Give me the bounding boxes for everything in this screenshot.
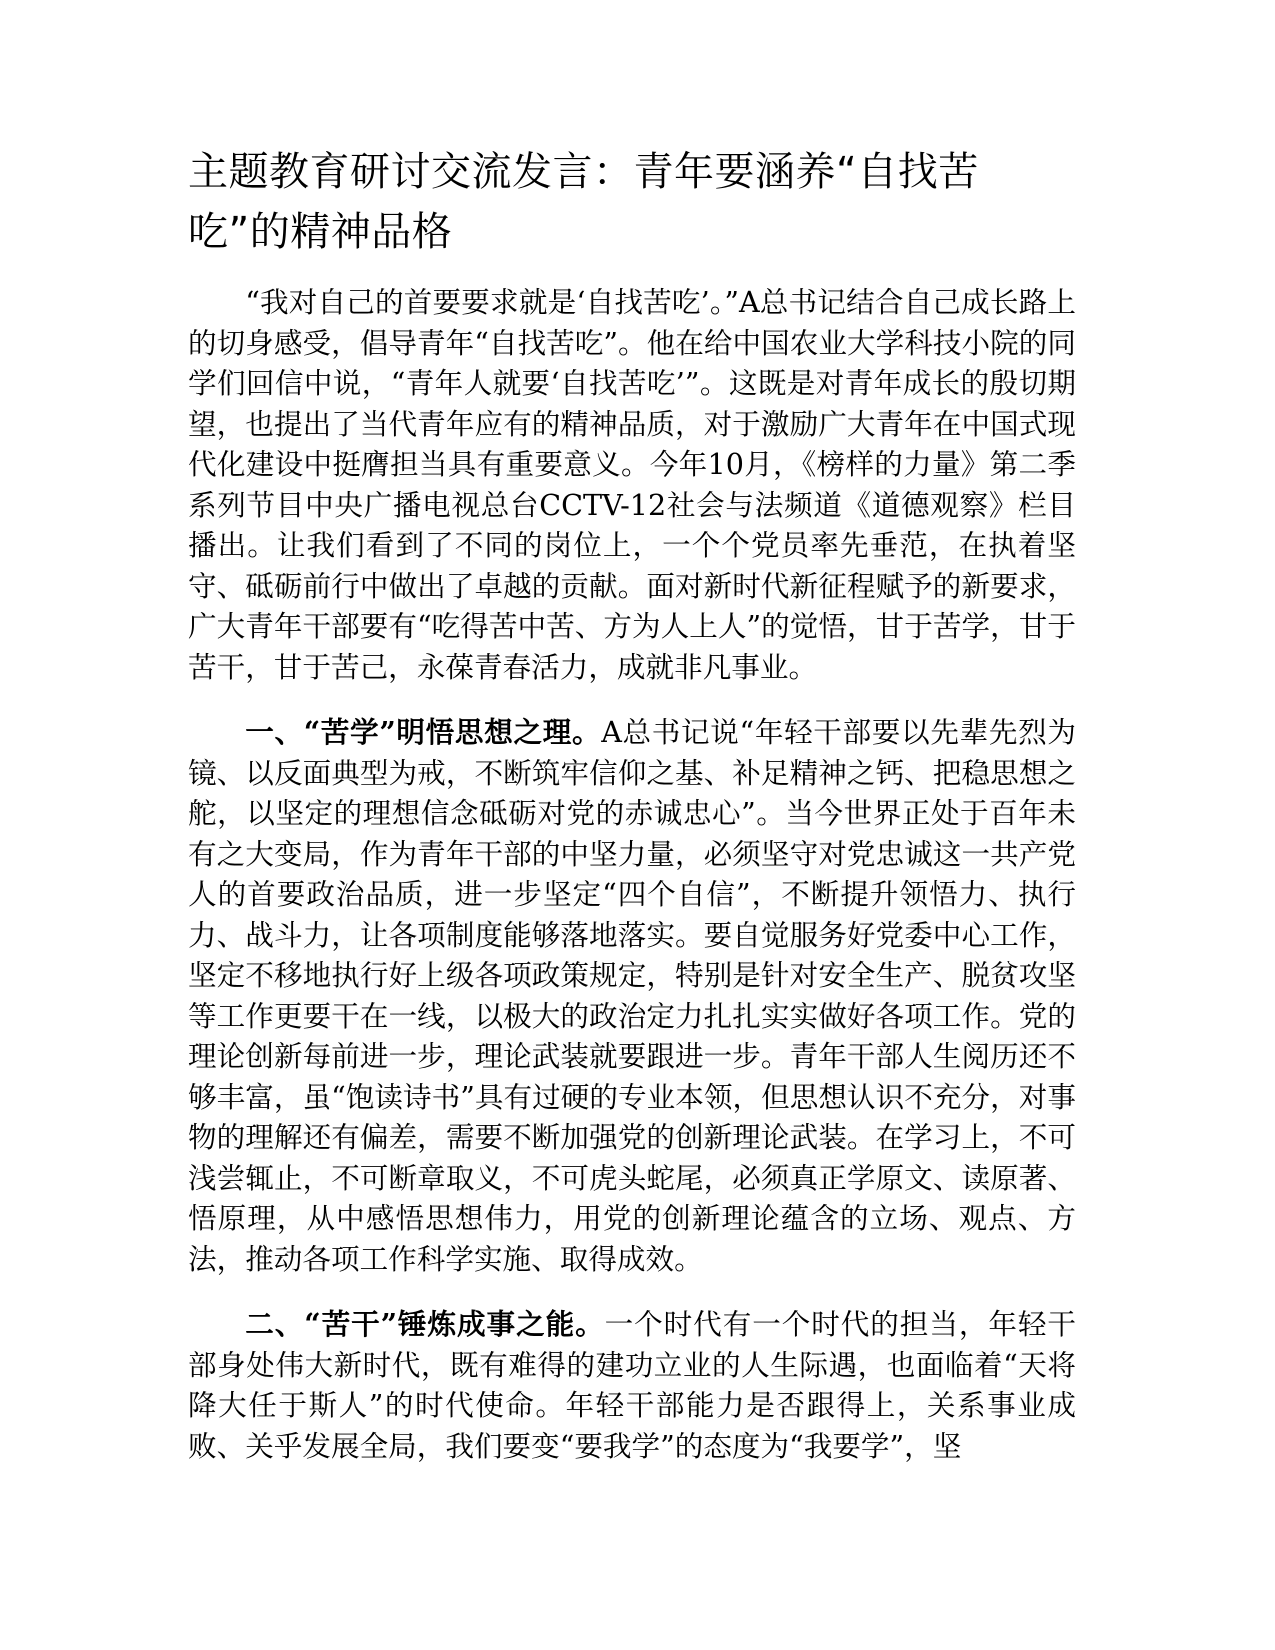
- intro-paragraph: “我对自己的首要要求就是‘自找苦吃’。”A总书记结合自己成长路上的切身感受，倡导青年“自找苦吃”。他在给中国农业大学科技小院的同学们回信中说，“青年人就要‘自找苦吃’”。这既是对青年成长的殷切期望，也提出了当代青年应有的精神品质，对于激励广大青年在中国式现代化建设中挺膺担当具有重要意义。今年10月，《榜样的力量》第二季系列节目中央广播电视总台CCTV-12社会与法频道《道德观察》栏目播出。让我们看到了不同的岗位上，一个个党员率先垂范，在执着坚守、砥砺前行中做出了卓越的贡献。面对新时代新征程赋予的新要求，广大青年干部要有“吃得苦中苦、方为人上人”的觉悟，甘于苦学，甘于苦干，甘于苦己，永葆青春活力，成就非凡事业。: [188, 285, 1076, 684]
- document-body: [188, 142, 1076, 1466]
- section-heading-1: 一、“苦学”明悟思想之理。: [245, 715, 602, 749]
- section-paragraph-2: [188, 1304, 1076, 1466]
- section-paragraph-1: [188, 712, 1076, 1279]
- document-title: 主题教育研讨交流发言：青年要涵养“自找苦吃”的精神品格: [188, 149, 979, 255]
- section-heading-2: 二、“苦干”锤炼成事之能。: [245, 1307, 605, 1341]
- section-body-1: A总书记说“年轻干部要以先辈先烈为镜、以反面典型为戒，不断筑牢信仰之基、补足精神之钙、把稳思想之舵，以坚定的理想信念砥砺对党的赤诚忠心”。当今世界正处于百年未有之大变局，作为青年干部的中坚力量，必须坚守对党忠诚这一共产党人的首要政治品质，进一步坚定“四个自信”，不断提升领悟力、执行力、战斗力，让各项制度能够落地落实。要自觉服务好党委中心工作，坚定不移地执行好上级各项政策规定，特别是针对安全生产、脱贫攻坚等工作更要干在一线，以极大的政治定力扎扎实实做好各项工作。党的理论创新每前进一步，理论武装就要跟进一步。青年干部人生阅历还不够丰富，虽“饱读诗书”具有过硬的专业本领，但思想认识不充分，对事物的理解还有偏差，需要不断加强党的创新理论武装。在学习上，不可浅尝辄止，不可断章取义，不可虎头蛇尾，必须真正学原文、读原著、悟原理，从中感悟思想伟力，用党的创新理论蕴含的立场、观点、方法，推动各项工作科学实施、取得成效。: [188, 715, 1076, 1276]
- section-body-2: 一个时代有一个时代的担当，年轻干部身处伟大新时代，既有难得的建功立业的人生际遇，也面临着“天将降大任于斯人”的时代使命。年轻干部能力是否跟得上，关系事业成败、关乎发展全局，我们要变“要我学”的态度为“我要学”，坚: [188, 1307, 1076, 1463]
